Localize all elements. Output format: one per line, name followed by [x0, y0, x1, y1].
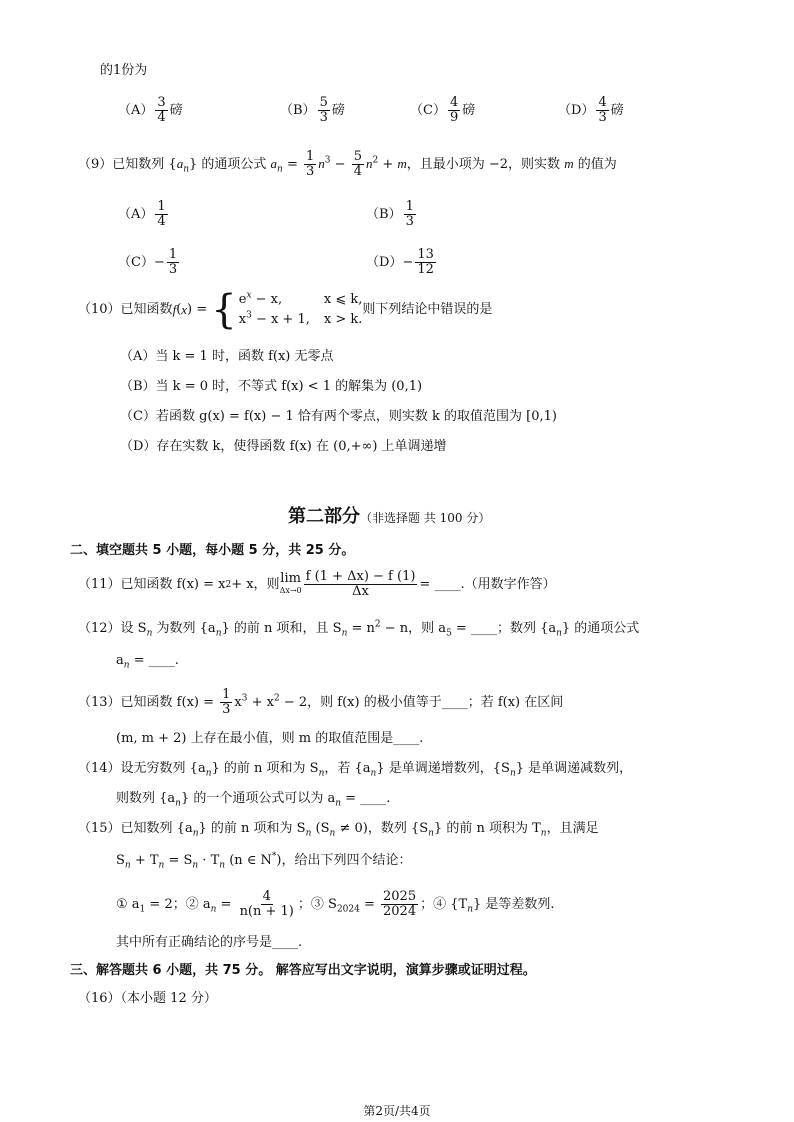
- q16-heading: （16）（本小题 12 分）: [78, 991, 217, 1006]
- q9-option-b: （B） $\frac{1}{3}$: [366, 199, 414, 229]
- q8-option-b: （B） $\frac{5}{3}$ 磅: [280, 95, 345, 125]
- section3-heading: 三、解答题共 6 小题，共 75 分。 解答应写出文字说明，演算步骤或证明过程。: [70, 963, 536, 978]
- q15-line4: 其中所有正确结论的序号是____.: [116, 935, 303, 950]
- section2-heading: 二、填空题共 5 小题，每小题 5 分，共 25 分。: [70, 543, 355, 558]
- q15-conclusions: ① $a_1 = 2$；② $a_n$ = $\frac{4}{n(n + 1)}$ ；③ $S_{2024}$ = $\frac{2025}{2024}$ ；④ $\{T_n\}$ 是等差数列.: [116, 889, 555, 919]
- q9-option-a: （A） $\frac{1}{4}$: [118, 199, 166, 229]
- q13-line2: (m, m + 2) 上存在最小值，则 m 的取值范围是____.: [116, 731, 424, 746]
- q8-option-a: （A） $\frac{3}{4}$ 磅: [118, 95, 183, 125]
- q14-line2: 则数列 $\{a_n\}$ 的一个通项公式可以为 $a_n$ = ____.: [116, 791, 391, 809]
- q15-line2: $S_n + T_n = S_n \cdot T_n$ (n ∈ N*)，给出下列四个结论：: [116, 851, 412, 871]
- q10-option-d: （D）存在实数 k，使得函数 f(x) 在 (0,+∞) 上单调递增: [120, 439, 447, 454]
- q10-option-a: （A）当 k = 1 时，函数 f(x) 无零点: [120, 349, 334, 364]
- q9-stem: （9）已知数列 $\{a_n\}$ 的通项公式 $a_n$ = $\frac{1}{3}$ $n^3$ − $\frac{5}{4}$ $n^2 + m$，且最小项为 −2，则实数 m 的值为: [78, 149, 617, 179]
- q10-stem: （10） 已知函数 f ( x ) = { $e^x - x$, x ⩽ k, $x^3 - x + 1$, x > k. 则下列结论中错误的是: [78, 287, 493, 333]
- q8-continuation: 的1份为: [100, 63, 148, 78]
- q11: （11） 已知函数 f(x) = x 2 + x，则 lim Δx→0 $\frac{f (1 + \Delta x) - f (1)}{\Delta x}$ = ____.（用数字作答）: [78, 569, 556, 599]
- part2-heading: 第二部分（非选择题 共 100 分）: [288, 506, 491, 527]
- q9-option-d: （D）− $\frac{13}{12}$: [366, 247, 434, 277]
- page-footer: 第2页/共4页: [363, 1104, 431, 1118]
- q13-line1: （13）已知函数 f(x) = $\frac{1}{3}$ $x^3 + x^2 - 2$，则 f(x) 的极小值等于____；若 f(x) 在区间: [78, 687, 564, 717]
- q8-option-c: （C） $\frac{4}{9}$ 磅: [410, 95, 476, 125]
- q12-line2: $a_n$ = ____.: [116, 653, 179, 671]
- q14-line1: （14）设无穷数列 $\{a_n\}$ 的前 n 项和为 $S_n$，若 $\{a_n\}$ 是单调递增数列，$\{S_n\}$ 是单调递减数列，: [78, 761, 633, 779]
- q9-option-c: （C）− $\frac{1}{3}$: [118, 247, 178, 277]
- q8-option-d: （D） $\frac{4}{3}$ 磅: [558, 95, 624, 125]
- q12-line1: （12）设 $S_n$ 为数列 $\{a_n\}$ 的前 n 项和，且 $S_n = n^2 - n$，则 $a_5$ = ____；数列 $\{a_n\}$ 的通项公式: [78, 619, 640, 639]
- q10-option-c: （C）若函数 g(x) = f(x) − 1 恰有两个零点，则实数 k 的取值范围为 [0,1): [120, 409, 557, 424]
- q15-line1: （15）已知数列 $\{a_n\}$ 的前 n 项和为 $S_n$ $(S_n \ne 0)$，数列 $\{S_n\}$ 的前 n 项积为 $T_n$，且满足: [78, 821, 599, 839]
- q10-option-b: （B）当 k = 0 时，不等式 f(x) < 1 的解集为 (0,1): [120, 379, 423, 394]
